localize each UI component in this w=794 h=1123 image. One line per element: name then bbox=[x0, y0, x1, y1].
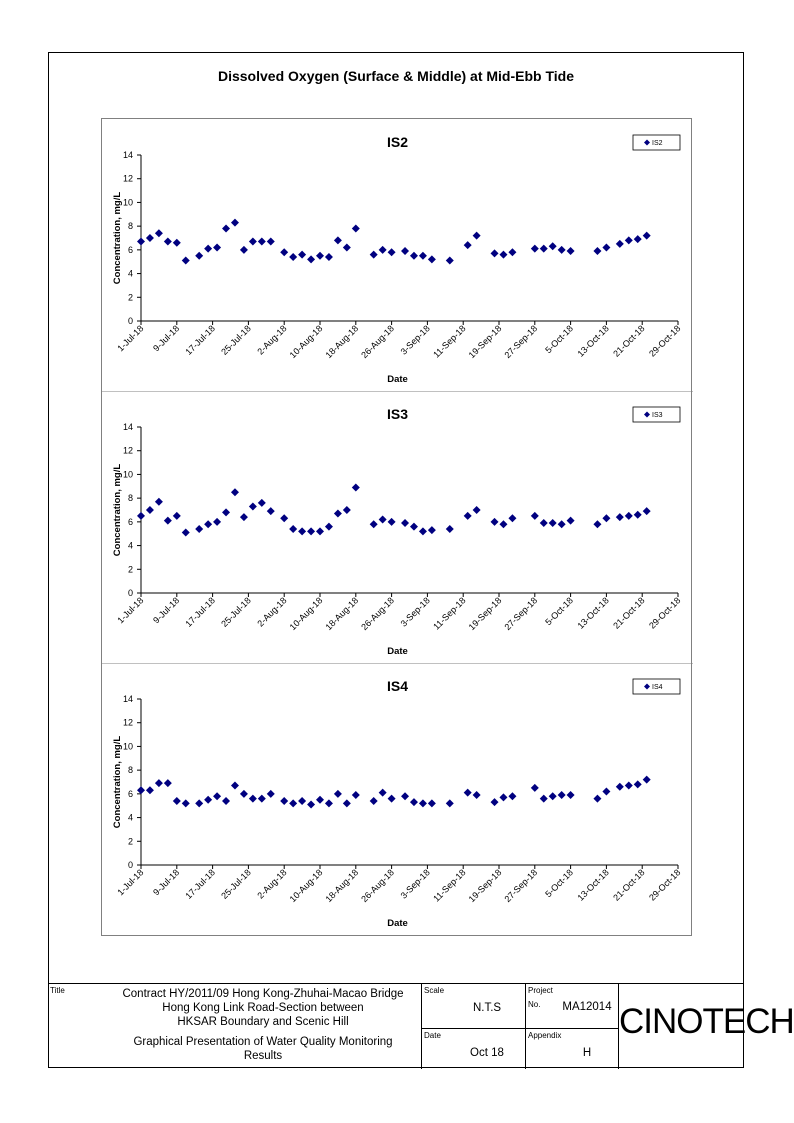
x-tick-label: 18-Aug-18 bbox=[323, 595, 361, 633]
data-point bbox=[540, 245, 548, 253]
y-tick-label: 12 bbox=[122, 445, 133, 456]
data-point bbox=[464, 241, 472, 249]
project-no: MA12014 bbox=[562, 1001, 612, 1013]
data-point bbox=[499, 520, 507, 528]
data-point bbox=[446, 799, 454, 807]
data-point bbox=[204, 796, 212, 804]
charts-panel bbox=[101, 118, 692, 936]
y-tick-label: 0 bbox=[127, 588, 133, 598]
y-tick-label: 4 bbox=[127, 540, 133, 551]
project-appendix-cell bbox=[526, 984, 619, 1069]
x-tick-label: 11-Sep-18 bbox=[431, 867, 468, 904]
x-tick-label: 29-Oct-18 bbox=[647, 323, 683, 359]
data-point bbox=[491, 798, 499, 806]
x-tick-label: 27-Sep-18 bbox=[502, 867, 540, 905]
data-point bbox=[298, 251, 306, 259]
data-point bbox=[173, 512, 181, 520]
x-tick-label: 21-Oct-18 bbox=[611, 867, 647, 903]
scale-date-cell bbox=[422, 984, 526, 1069]
data-point bbox=[334, 510, 342, 518]
x-tick-label: 11-Sep-18 bbox=[431, 595, 468, 632]
data-point bbox=[491, 249, 499, 257]
data-point bbox=[352, 225, 360, 233]
chart-is3 bbox=[102, 391, 693, 663]
data-point bbox=[567, 247, 575, 255]
x-tick-label: 10-Aug-18 bbox=[287, 867, 325, 905]
data-point bbox=[240, 246, 248, 254]
data-point bbox=[549, 792, 557, 800]
x-tick-label: 19-Sep-18 bbox=[466, 323, 504, 361]
data-point bbox=[289, 799, 297, 807]
x-tick-label: 26-Aug-18 bbox=[359, 323, 397, 361]
data-point bbox=[164, 517, 172, 525]
data-point bbox=[280, 797, 288, 805]
legend-label: IS3 bbox=[652, 412, 663, 419]
divider bbox=[422, 1028, 526, 1029]
y-tick-label: 2 bbox=[127, 292, 133, 303]
x-tick-label: 27-Sep-18 bbox=[502, 323, 540, 361]
x-tick-label: 11-Sep-18 bbox=[431, 323, 468, 360]
x-tick-label: 5-Oct-18 bbox=[543, 323, 576, 356]
x-tick-label: 2-Aug-18 bbox=[255, 595, 289, 629]
data-point bbox=[316, 796, 324, 804]
data-point bbox=[182, 529, 190, 537]
date-label: Date bbox=[424, 1031, 441, 1040]
data-point bbox=[316, 527, 324, 535]
data-point bbox=[258, 795, 266, 803]
data-point bbox=[419, 799, 427, 807]
data-point bbox=[155, 498, 163, 506]
y-tick-label: 12 bbox=[122, 173, 133, 184]
data-point bbox=[428, 255, 436, 263]
data-point bbox=[137, 786, 145, 794]
data-point bbox=[558, 791, 566, 799]
x-tick-label: 3-Sep-18 bbox=[398, 595, 432, 629]
y-tick-label: 6 bbox=[127, 244, 133, 255]
chart-is4 bbox=[102, 663, 693, 935]
x-tick-label: 18-Aug-18 bbox=[323, 867, 361, 905]
x-axis-label: Date bbox=[387, 918, 408, 929]
data-point bbox=[602, 787, 610, 795]
data-point bbox=[531, 245, 539, 253]
x-tick-label: 25-Jul-18 bbox=[219, 867, 253, 901]
y-tick-label: 6 bbox=[127, 516, 133, 527]
data-point bbox=[616, 240, 624, 248]
data-point bbox=[388, 248, 396, 256]
data-point bbox=[195, 525, 203, 533]
data-point bbox=[491, 518, 499, 526]
data-point bbox=[531, 512, 539, 520]
x-tick-label: 10-Aug-18 bbox=[287, 323, 325, 361]
x-tick-label: 9-Jul-18 bbox=[151, 323, 182, 354]
data-point bbox=[446, 257, 454, 265]
data-point bbox=[307, 255, 315, 263]
data-point bbox=[352, 791, 360, 799]
data-point bbox=[499, 793, 507, 801]
data-point bbox=[267, 507, 275, 515]
data-point bbox=[464, 789, 472, 797]
data-point bbox=[464, 512, 472, 520]
y-tick-label: 0 bbox=[127, 316, 133, 326]
y-axis-label: Concentration, mg/L bbox=[112, 735, 123, 829]
title-label: Title bbox=[50, 986, 65, 995]
data-point bbox=[267, 790, 275, 798]
data-point bbox=[231, 488, 239, 496]
drawing-subtitle-line: Results bbox=[243, 1050, 283, 1062]
data-point bbox=[508, 792, 516, 800]
y-tick-label: 10 bbox=[122, 469, 133, 480]
x-tick-label: 5-Oct-18 bbox=[543, 595, 576, 628]
data-point bbox=[473, 506, 481, 514]
x-tick-label: 17-Jul-18 bbox=[183, 595, 218, 629]
appendix-label: Appendix bbox=[528, 1031, 562, 1040]
data-point bbox=[146, 234, 154, 242]
x-tick-label: 17-Jul-18 bbox=[183, 323, 218, 357]
x-tick-label: 25-Jul-18 bbox=[219, 323, 253, 357]
legend-label: IS2 bbox=[652, 140, 663, 147]
chart-title: IS3 bbox=[386, 406, 409, 422]
y-tick-label: 6 bbox=[127, 788, 133, 799]
data-point bbox=[473, 791, 481, 799]
x-tick-label: 13-Oct-18 bbox=[575, 867, 611, 903]
data-point bbox=[379, 789, 387, 797]
data-point bbox=[258, 499, 266, 507]
data-point bbox=[602, 243, 610, 251]
data-point bbox=[334, 790, 342, 798]
y-tick-label: 8 bbox=[127, 765, 133, 776]
data-point bbox=[634, 511, 642, 519]
y-tick-label: 8 bbox=[127, 493, 133, 504]
data-point bbox=[137, 512, 145, 520]
data-point bbox=[155, 779, 163, 787]
x-tick-label: 2-Aug-18 bbox=[255, 867, 289, 901]
data-point bbox=[249, 238, 257, 246]
x-tick-label: 27-Sep-18 bbox=[502, 595, 540, 633]
no-label: No. bbox=[528, 1000, 541, 1009]
contract-title-line: Hong Kong Link Road-Section between bbox=[162, 1002, 364, 1014]
x-tick-label: 9-Jul-18 bbox=[151, 595, 182, 626]
data-point bbox=[410, 523, 418, 531]
x-tick-label: 18-Aug-18 bbox=[323, 323, 361, 361]
data-point bbox=[155, 229, 163, 237]
x-tick-label: 21-Oct-18 bbox=[611, 323, 647, 359]
x-tick-label: 1-Jul-18 bbox=[115, 323, 146, 354]
data-point bbox=[401, 247, 409, 255]
data-point bbox=[137, 238, 145, 246]
divider bbox=[526, 1028, 619, 1029]
data-point bbox=[334, 236, 342, 244]
date-value: Oct 18 bbox=[470, 1047, 504, 1059]
x-tick-label: 5-Oct-18 bbox=[543, 867, 576, 900]
data-point bbox=[625, 236, 633, 244]
data-point bbox=[428, 799, 436, 807]
contract-title-line: Contract HY/2011/09 Hong Kong-Zhuhai-Macao Bridge bbox=[122, 988, 404, 1000]
x-tick-label: 1-Jul-18 bbox=[115, 867, 146, 898]
y-axis-label: Concentration, mg/L bbox=[112, 463, 123, 557]
data-point bbox=[195, 799, 203, 807]
data-point bbox=[634, 780, 642, 788]
data-point bbox=[213, 792, 221, 800]
data-point bbox=[567, 791, 575, 799]
x-tick-label: 29-Oct-18 bbox=[647, 867, 683, 903]
data-point bbox=[379, 246, 387, 254]
y-tick-label: 14 bbox=[122, 422, 133, 432]
data-point bbox=[222, 508, 230, 516]
x-tick-label: 3-Sep-18 bbox=[398, 867, 432, 901]
data-point bbox=[379, 515, 387, 523]
title-block bbox=[48, 983, 794, 1069]
y-tick-label: 2 bbox=[127, 836, 133, 847]
data-point bbox=[388, 518, 396, 526]
data-point bbox=[182, 799, 190, 807]
y-tick-label: 0 bbox=[127, 860, 133, 870]
x-tick-label: 2-Aug-18 bbox=[255, 323, 289, 357]
y-tick-label: 14 bbox=[122, 150, 133, 160]
data-point bbox=[428, 526, 436, 534]
data-point bbox=[222, 797, 230, 805]
contract-title-line: HKSAR Boundary and Scenic Hill bbox=[177, 1016, 349, 1028]
page-title: Dissolved Oxygen (Surface & Middle) at Mid-Ebb Tide bbox=[217, 68, 575, 84]
data-point bbox=[499, 251, 507, 259]
contract-title bbox=[108, 987, 418, 1029]
data-point bbox=[325, 253, 333, 261]
data-point bbox=[249, 795, 257, 803]
data-point bbox=[593, 795, 601, 803]
x-tick-label: 9-Jul-18 bbox=[151, 867, 182, 898]
data-point bbox=[195, 252, 203, 260]
x-tick-label: 1-Jul-18 bbox=[115, 595, 146, 626]
y-tick-label: 4 bbox=[127, 812, 133, 823]
data-point bbox=[370, 797, 378, 805]
x-tick-label: 10-Aug-18 bbox=[287, 595, 325, 633]
data-point bbox=[625, 512, 633, 520]
data-point bbox=[240, 513, 248, 521]
legend-label: IS4 bbox=[652, 684, 663, 691]
data-point bbox=[267, 238, 275, 246]
y-tick-label: 12 bbox=[122, 717, 133, 728]
x-tick-label: 19-Sep-18 bbox=[466, 867, 504, 905]
data-point bbox=[182, 257, 190, 265]
data-point bbox=[593, 247, 601, 255]
data-point bbox=[567, 517, 575, 525]
data-point bbox=[352, 483, 360, 491]
data-point bbox=[298, 797, 306, 805]
data-point bbox=[343, 506, 351, 514]
chart-is2 bbox=[102, 119, 693, 391]
x-tick-label: 25-Jul-18 bbox=[219, 595, 253, 629]
x-tick-label: 19-Sep-18 bbox=[466, 595, 504, 633]
data-point bbox=[602, 514, 610, 522]
data-point bbox=[419, 252, 427, 260]
data-point bbox=[164, 238, 172, 246]
scale-value: N.T.S bbox=[472, 1002, 502, 1014]
scale-label: Scale bbox=[424, 986, 445, 995]
data-point bbox=[625, 782, 633, 790]
project-label: Project bbox=[528, 986, 553, 995]
data-point bbox=[325, 523, 333, 531]
x-tick-label: 21-Oct-18 bbox=[611, 595, 647, 631]
x-axis-label: Date bbox=[387, 646, 408, 657]
data-point bbox=[616, 783, 624, 791]
x-tick-label: 17-Jul-18 bbox=[183, 867, 218, 901]
data-point bbox=[298, 527, 306, 535]
data-point bbox=[508, 514, 516, 522]
data-point bbox=[316, 252, 324, 260]
x-tick-label: 26-Aug-18 bbox=[359, 867, 397, 905]
data-point bbox=[558, 520, 566, 528]
data-point bbox=[419, 527, 427, 535]
data-point bbox=[173, 797, 181, 805]
data-point bbox=[410, 798, 418, 806]
data-point bbox=[549, 519, 557, 527]
data-point bbox=[540, 795, 548, 803]
data-point bbox=[307, 801, 315, 809]
x-axis-label: Date bbox=[387, 374, 408, 385]
data-point bbox=[231, 782, 239, 790]
data-point bbox=[558, 246, 566, 254]
data-point bbox=[280, 248, 288, 256]
data-point bbox=[146, 506, 154, 514]
data-point bbox=[231, 219, 239, 227]
drawing-subtitle bbox=[108, 1035, 418, 1063]
data-point bbox=[634, 235, 642, 243]
y-tick-label: 2 bbox=[127, 564, 133, 575]
y-tick-label: 10 bbox=[122, 197, 133, 208]
data-point bbox=[616, 513, 624, 521]
data-point bbox=[280, 514, 288, 522]
y-axis-label: Concentration, mg/L bbox=[112, 191, 123, 285]
drawing-subtitle-line: Graphical Presentation of Water Quality Monitoring bbox=[133, 1036, 393, 1048]
data-point bbox=[289, 253, 297, 261]
x-tick-label: 29-Oct-18 bbox=[647, 595, 683, 631]
data-point bbox=[173, 239, 181, 247]
y-tick-label: 10 bbox=[122, 741, 133, 752]
data-point bbox=[289, 525, 297, 533]
chart-title: IS4 bbox=[386, 678, 409, 694]
y-tick-label: 8 bbox=[127, 221, 133, 232]
data-point bbox=[370, 251, 378, 259]
data-point bbox=[593, 520, 601, 528]
data-point bbox=[370, 520, 378, 528]
data-point bbox=[531, 784, 539, 792]
data-point bbox=[258, 238, 266, 246]
x-tick-label: 13-Oct-18 bbox=[575, 323, 611, 359]
data-point bbox=[540, 519, 548, 527]
data-point bbox=[222, 225, 230, 233]
x-tick-label: 26-Aug-18 bbox=[359, 595, 397, 633]
data-point bbox=[240, 790, 248, 798]
x-tick-label: 3-Sep-18 bbox=[398, 323, 432, 357]
data-point bbox=[325, 799, 333, 807]
data-point bbox=[307, 527, 315, 535]
data-point bbox=[146, 786, 154, 794]
data-point bbox=[643, 776, 651, 784]
data-point bbox=[643, 507, 651, 515]
data-point bbox=[204, 520, 212, 528]
data-point bbox=[446, 525, 454, 533]
data-point bbox=[473, 232, 481, 240]
data-point bbox=[643, 232, 651, 240]
company-logo: CINOTECH bbox=[619, 1002, 794, 1041]
data-point bbox=[401, 519, 409, 527]
data-point bbox=[249, 502, 257, 510]
appendix-value: H bbox=[582, 1047, 592, 1059]
data-point bbox=[410, 252, 418, 260]
y-tick-label: 14 bbox=[122, 694, 133, 704]
title-cell bbox=[48, 984, 422, 1069]
data-point bbox=[343, 799, 351, 807]
data-point bbox=[213, 243, 221, 251]
data-point bbox=[401, 792, 409, 800]
data-point bbox=[204, 245, 212, 253]
x-tick-label: 13-Oct-18 bbox=[575, 595, 611, 631]
data-point bbox=[549, 242, 557, 250]
y-tick-label: 4 bbox=[127, 268, 133, 279]
data-point bbox=[213, 518, 221, 526]
data-point bbox=[343, 243, 351, 251]
data-point bbox=[508, 248, 516, 256]
data-point bbox=[164, 779, 172, 787]
chart-title: IS2 bbox=[386, 134, 409, 150]
data-point bbox=[388, 795, 396, 803]
